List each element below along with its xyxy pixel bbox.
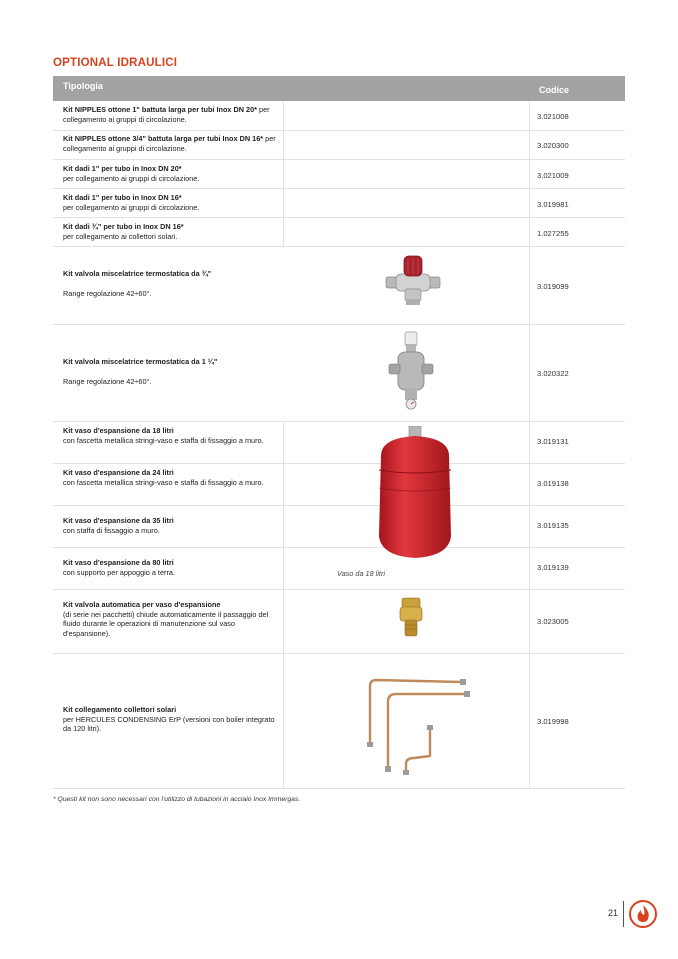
row-code: 3.019135	[537, 521, 569, 530]
row-desc: Kit vaso d'espansione da 35 litri con staffa di fissaggio a muro.	[63, 516, 174, 535]
table-row	[53, 130, 625, 160]
row-desc: Kit NIPPLES ottone 1" battuta larga per tubi Inox DN 20* per collegamento ai gruppi di circolazione.	[63, 105, 270, 124]
table-row	[53, 217, 625, 247]
solar-connection-pipes-image	[362, 672, 474, 778]
table-header	[53, 76, 625, 101]
table-row	[53, 505, 625, 548]
row-desc: Kit NIPPLES ottone 3/4" battuta larga per tubi Inox DN 16* per collegamento ai gruppi di circolazione.	[63, 134, 276, 153]
table-row	[53, 589, 625, 654]
row-code: 3.020322	[537, 369, 569, 378]
table-row	[53, 159, 625, 189]
row-desc: Kit valvola miscelatrice termostatica da 1 ¼" Range regolazione 42÷60°.	[63, 357, 218, 386]
page-number: 21	[608, 908, 619, 918]
row-desc: Kit vaso d'espansione da 80 litri con supporto per appoggio a terra.	[63, 558, 175, 577]
header-code: Codice	[539, 85, 570, 95]
table-row	[53, 653, 625, 789]
row-desc: Kit dadi 1" per tubo in Inox DN 20* per collegamento ai gruppi di circolazione.	[63, 164, 200, 183]
thermostatic-valve-small-image	[382, 252, 444, 308]
table-row	[53, 188, 625, 218]
expansion-vessel-image	[371, 426, 459, 564]
row-desc: Kit dadi ¾" per tubo in Inox DN 16* per collegamento ai collettori solari.	[63, 222, 184, 241]
vessel-caption: Vaso da 18 litri	[337, 569, 385, 578]
row-desc: Kit collegamento collettori solari per HERCULES CONDENSING ErP (versioni con boiler integrato da 120 litri).	[63, 705, 275, 734]
row-desc: Kit dadi 1" per tubo in Inox DN 16* per collegamento ai gruppi di circolazione.	[63, 193, 200, 212]
row-code: 1.027255	[537, 229, 569, 238]
row-code: 3.020300	[537, 141, 569, 150]
thermostatic-valve-large-image	[386, 330, 436, 410]
automatic-valve-image	[396, 596, 426, 638]
brand-flame-logo-icon	[629, 900, 657, 928]
row-desc: Kit vaso d'espansione da 24 litri con fascetta metallica stringi-vaso e staffa di fissaggio a muro.	[63, 468, 264, 487]
table-row	[53, 463, 625, 506]
row-desc: Kit vaso d'espansione da 18 litri con fascetta metallica stringi-vaso e staffa di fissaggio a muro.	[63, 426, 264, 445]
footnote: * Questi kit non sono necessari con l'utilizzo di tubazioni in acciaio Inox Immergas.	[53, 796, 301, 803]
row-desc: Kit valvola automatica per vaso d'espansione (di serie nei pacchetti) chiude automaticamente il passaggio del fluido durante le operazioni di manutenzione sul vaso d'espansione).	[63, 600, 269, 638]
row-code: 3.019998	[537, 717, 569, 726]
row-code: 3.019131	[537, 437, 569, 446]
row-code: 3.019099	[537, 282, 569, 291]
row-code: 3.023005	[537, 617, 569, 626]
table-row	[53, 101, 625, 131]
table-row	[53, 246, 625, 325]
page-divider	[623, 901, 624, 927]
row-code: 3.021009	[537, 171, 569, 180]
table-row	[53, 421, 625, 464]
row-code: 3.019138	[537, 479, 569, 488]
row-code: 3.021008	[537, 112, 569, 121]
row-desc: Kit valvola miscelatrice termostatica da ¾" Range regolazione 42÷60°.	[63, 269, 212, 298]
row-code: 3.019139	[537, 563, 569, 572]
row-code: 3.019981	[537, 200, 569, 209]
header-type: Tipologia	[63, 81, 103, 91]
section-title: OPTIONAL IDRAULICI	[53, 57, 178, 69]
table-row	[53, 324, 625, 422]
